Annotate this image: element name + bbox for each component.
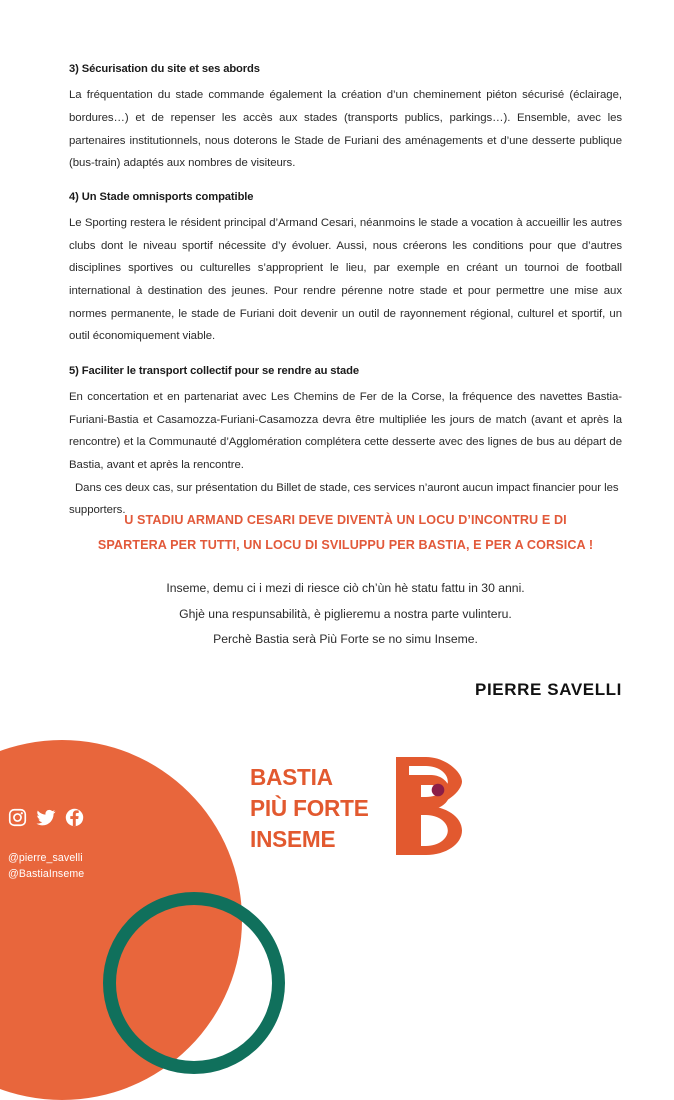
section-4-paragraph: Le Sporting restera le résident principal d’Armand Cesari, néanmoins le stade a vocation à accueillir les autres clubs dont le niveau sportif nécessite d’y évoluer. Aussi, nous créerons les conditions pour que d’autres disciplines sportives ou culturelles s’approprient le lieu, par exemple en créant un tournoi de football international à destination des jeunes. Pour rendre pérenne notre stade et pour permettre une mise aux normes permanente, le stade de Furiani doit devenir un outil de rayonnement régional, culturel et sportif, un outil économiquement viable.	[69, 217, 622, 343]
section-3-heading: 3) Sécurisation du site et ses abords	[69, 63, 260, 75]
closing-line-2: Ghjè una respunsabilità, è piglieremu a nostra parte vulinteru.	[179, 606, 512, 621]
signature-name: PIERRE SAVELLI	[475, 680, 622, 699]
social-icon-row	[8, 808, 84, 827]
social-handles	[8, 851, 84, 882]
twitter-icon[interactable]	[36, 808, 56, 827]
handle-instagram[interactable]: @pierre_savelli	[8, 852, 83, 864]
section-5-paragraph: En concertation et en partenariat avec Les Chemins de Fer de la Corse, la fréquence des navettes Bastia-Furiani-Bastia et Casamozza-Furiani-Casamozza devra être multipliée les jours de match (avant et après la rencontre) et la Communauté d’Agglomération complétera cette desserte avec des lignes de bus au départ de Bastia, avant et après la rencontre.	[69, 391, 622, 472]
closing-line-3: Perchè Bastia serà Più Forte se no simu Inseme.	[213, 632, 478, 646]
campaign-logo	[250, 757, 462, 860]
instagram-icon[interactable]	[8, 808, 27, 827]
document-body	[69, 0, 622, 537]
closing-line-1: Inseme, demu ci i mezi di riesce ciò ch’ùn hè statu fattu in 30 anni.	[166, 581, 525, 595]
section-3-paragraph: La fréquentation du stade commande également la création d’un cheminement piéton sécurisé (éclairage, bordures…) et de repenser les accès aux stades (transports publics, parkings…). Ensemble, avec les partenaires institutionnels, nous doterons le Stade de Furiani des aménagements et d’une desserte publique (bus-train) adaptés aux nombres de visiteurs.	[69, 89, 622, 170]
social-block	[8, 808, 84, 882]
logo-word-bastia: BASTIA	[250, 764, 333, 790]
logo-word-inseme: INSEME	[250, 826, 336, 852]
slogan-line-2: SPARTERA PER TUTTI, UN LOCU DI SVILUPPU PER BASTIA, E PER A CORSICA !	[97, 538, 594, 552]
logo-word-piu-forte: PIÙ FORTE	[250, 795, 369, 821]
pb-monogram-icon	[384, 757, 462, 860]
logo-wordmark	[250, 762, 369, 855]
green-ring-decoration	[103, 892, 285, 1074]
facebook-icon[interactable]	[65, 808, 84, 827]
slogan-line-1: U STADIU ARMAND CESARI DEVE DIVENTÀ UN LOCU D’INCONTRU E DI	[124, 513, 567, 527]
handle-facebook[interactable]: @BastiaInseme	[8, 867, 85, 880]
slogan	[69, 508, 622, 558]
closing-statement	[69, 576, 622, 653]
section-5-paragraph-extra: Dans ces deux cas, sur présentation du Billet de stade, ces services n’auront aucun impact financier pour les supporters.	[69, 481, 619, 517]
section-3	[69, 0, 622, 175]
section-4-heading: 4) Un Stade omnisports compatible	[69, 190, 254, 203]
section-5	[69, 365, 622, 522]
section-5-heading: 5) Faciliter le transport collectif pour se rendre au stade	[69, 364, 360, 377]
section-4	[69, 191, 622, 348]
